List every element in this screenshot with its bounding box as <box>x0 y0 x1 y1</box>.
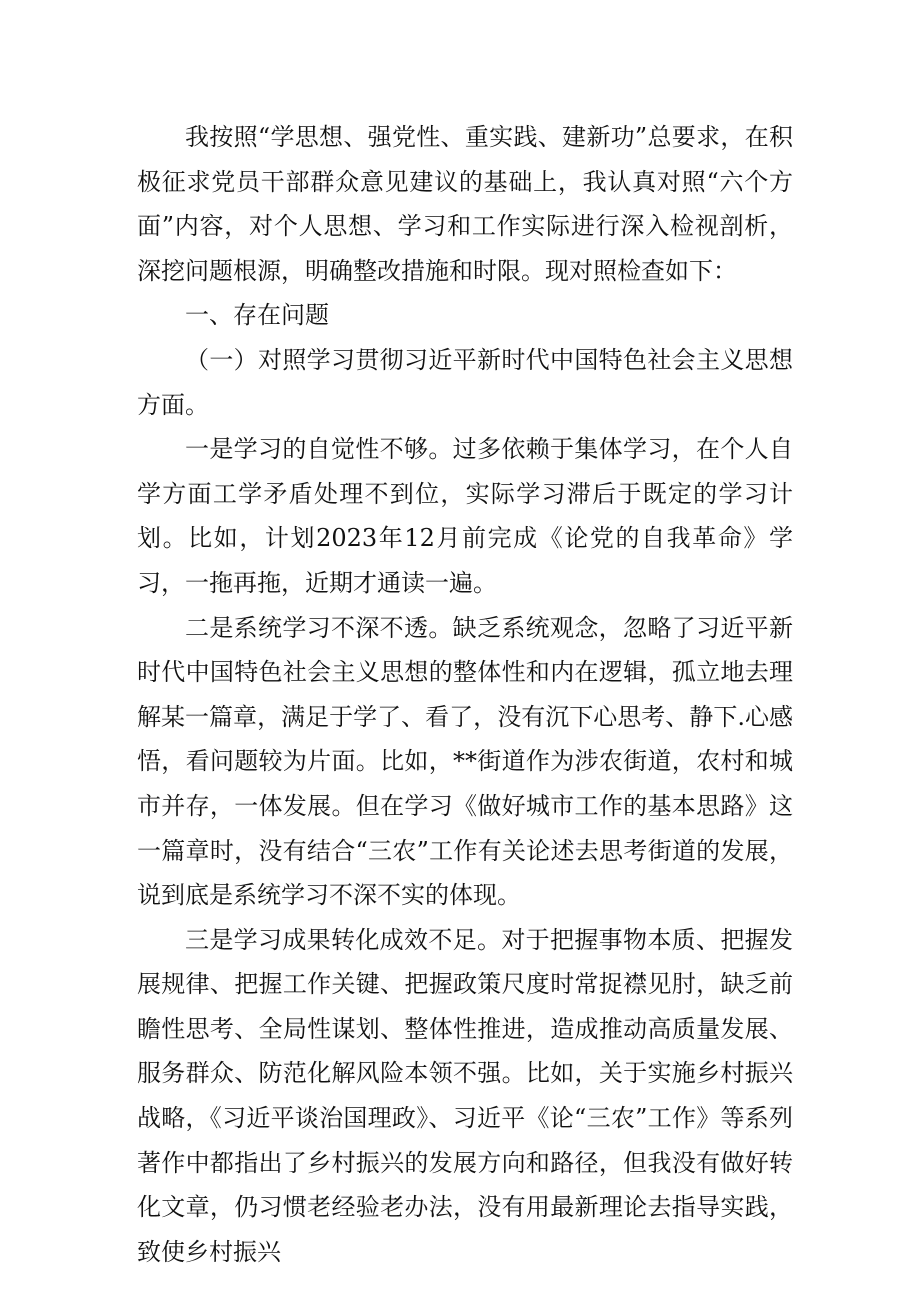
section-heading: 一、存在问题 <box>185 301 329 330</box>
document-body <box>137 115 793 1274</box>
problem-paragraph-2: 二是系统学习不深不透。缺乏系统观念，忽略了习近平新时代中国特色社会主义思想的整体性和内在逻辑，孤立地去理解某一篇章，满足于学了、看了，没有沉下心思考、静下.心感悟，看问题较为片面。比如，**街道作为涉农街道，农村和城市并存，一体发展。但在学习《做好城市工作的基本思路》这一篇章时，没有结合“三农”工作有关论述去思考街道的发展，说到底是系统学习不深不实的体现。 <box>137 613 793 910</box>
intro-paragraph: 我按照“学思想、强党性、重实践、建新功”总要求，在积极征求党员干部群众意见建议的基础上，我认真对照“六个方面”内容，对个人思想、学习和工作实际进行深入检视剖析，深挖问题根源，明确整改措施和时限。现对照检查如下： <box>137 123 793 285</box>
problem-paragraph-3: 三是学习成果转化成效不足。对于把握事物本质、把握发展规律、把握工作关键、把握政策尺度时常捉襟见肘，缺乏前瞻性思考、全局性谋划、整体性推进，造成推动高质量发展、服务群众、防范化解风险本领不强。比如，关于实施乡村振兴战略，《习近平谈治国理政》、习近平《论“三农”工作》等系列著作中都指出了乡村振兴的发展方向和路径，但我没有做好转化文章，仍习惯老经验老办法，没有用最新理论去指导实践，致使乡村振兴 <box>137 925 793 1266</box>
subsection-heading: （一）对照学习贯彻习近平新时代中国特色社会主义思想方面。 <box>137 345 793 419</box>
problem-paragraph-1: 一是学习的自觉性不够。过多依赖于集体学习，在个人自学方面工学矛盾处理不到位，实际学习滞后于既定的学习计划。比如，计划2023年12月前完成《论党的自我革命》学习，一拖再拖，近期才通读一遍。 <box>137 435 793 597</box>
